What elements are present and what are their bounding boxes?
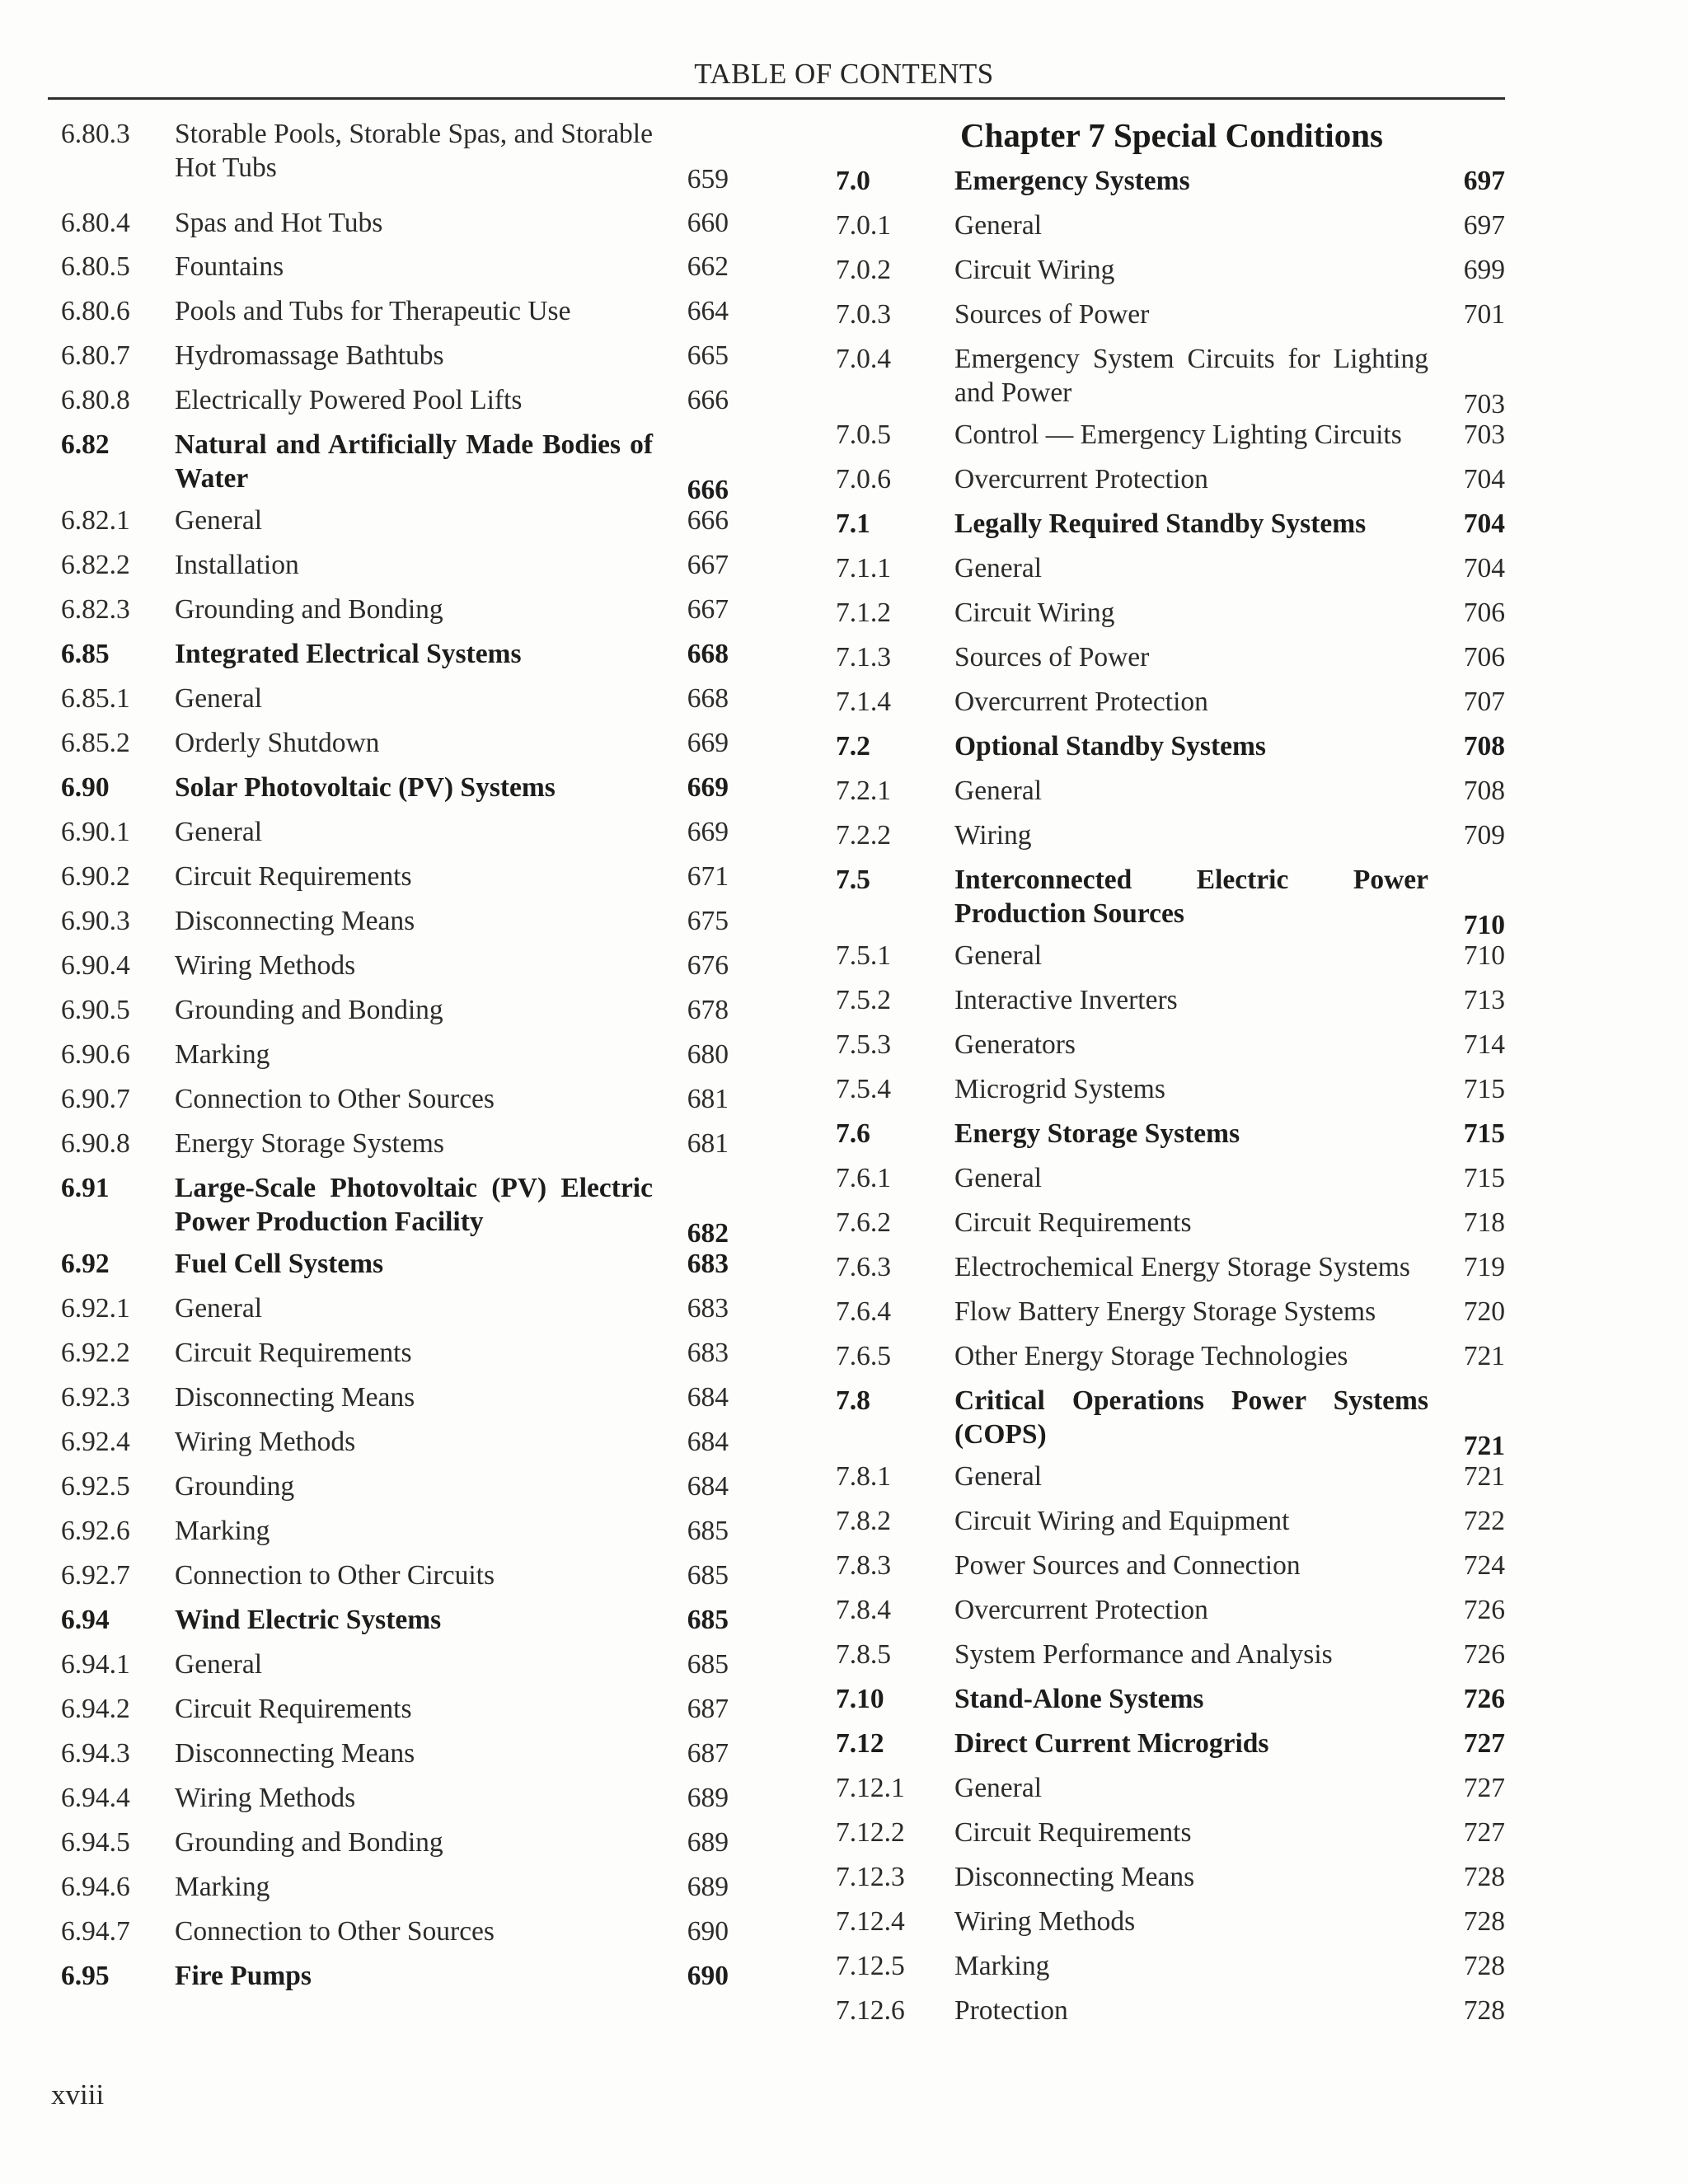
page-number: 708 (1463, 731, 1505, 762)
page-number: 704 (1463, 553, 1505, 583)
section-title: General (954, 940, 1043, 971)
section-number: 6.90.8 (61, 1128, 130, 1159)
page-number: 719 (1463, 1252, 1505, 1282)
page-number: 689 (687, 1827, 729, 1858)
section-title: Sources of Power (954, 642, 1150, 673)
page-number: 728 (1463, 1906, 1505, 1937)
section-title: General (175, 1649, 263, 1680)
section-number: 6.95 (61, 1961, 110, 1991)
page-number: 715 (1463, 1074, 1505, 1104)
page-number: 703 (1463, 419, 1505, 450)
section-title: Overcurrent Protection (954, 464, 1208, 494)
section-number: 6.92 (61, 1249, 110, 1279)
running-head: TABLE OF CONTENTS (694, 58, 994, 90)
section-title: Other Energy Storage Technologies (954, 1341, 1348, 1371)
section-number: 6.90.6 (61, 1039, 130, 1070)
section-title: General (954, 1461, 1043, 1492)
section-number: 7.6.5 (836, 1341, 891, 1371)
section-title: Circuit Requirements (954, 1207, 1192, 1238)
section-title: Protection (954, 1995, 1068, 2026)
section-title: Fire Pumps (175, 1961, 312, 1991)
page-number: 710 (1463, 940, 1505, 971)
page-number: 690 (687, 1961, 729, 1991)
page-number: 683 (687, 1338, 729, 1368)
page-number: 726 (1463, 1595, 1505, 1625)
section-number: 7.12.1 (836, 1773, 905, 1803)
section-title: Spas and Hot Tubs (175, 208, 383, 238)
section-title: General (954, 210, 1043, 241)
section-number: 6.80.8 (61, 385, 130, 415)
section-title: Large-Scale Photovoltaic (PV) Electric Power Production Facility (175, 1173, 653, 1237)
section-number: 7.8 (836, 1385, 870, 1416)
section-title: Fountains (175, 251, 284, 282)
section-title: General (954, 1163, 1043, 1193)
section-number: 7.6 (836, 1118, 870, 1149)
section-number: 7.1 (836, 509, 870, 539)
page-number: 668 (687, 639, 729, 669)
section-title: Marking (175, 1039, 270, 1070)
section-number: 6.82.1 (61, 505, 130, 536)
section-title: Grounding and Bonding (175, 1827, 443, 1858)
section-number: 7.8.1 (836, 1461, 891, 1492)
section-number: 7.0.5 (836, 419, 891, 450)
page-number: 697 (1463, 166, 1505, 196)
page-number: 701 (1463, 299, 1505, 330)
page-number: 667 (687, 550, 729, 580)
section-title: Orderly Shutdown (175, 728, 380, 758)
section-number: 6.82.2 (61, 550, 130, 580)
section-title: Integrated Electrical Systems (175, 639, 522, 669)
section-title: General (175, 683, 263, 714)
page-number: 671 (687, 861, 729, 892)
page-number: 662 (687, 251, 729, 282)
section-number: 7.1.2 (836, 598, 891, 628)
page-number: 675 (687, 906, 729, 936)
section-title: Circuit Requirements (175, 861, 412, 892)
page-number: 681 (687, 1084, 729, 1114)
page-number: 687 (687, 1738, 729, 1769)
page-number: 689 (687, 1872, 729, 1902)
section-number: 6.85 (61, 639, 110, 669)
page-number: 665 (687, 340, 729, 371)
section-title: Connection to Other Sources (175, 1916, 495, 1947)
page-number: 706 (1463, 598, 1505, 628)
section-number: 7.5.2 (836, 985, 891, 1015)
section-number: 7.8.3 (836, 1550, 891, 1581)
section-title: Microgrid Systems (954, 1074, 1165, 1104)
section-number: 6.92.3 (61, 1382, 130, 1413)
page-number: 726 (1463, 1639, 1505, 1670)
section-number: 6.80.6 (61, 296, 130, 326)
page-number: 669 (687, 772, 729, 803)
section-number: 6.82 (61, 429, 110, 460)
page-number: 666 (687, 385, 729, 415)
page-number: 728 (1463, 1995, 1505, 2026)
section-title: General (175, 1293, 263, 1324)
section-number: 6.80.4 (61, 208, 130, 238)
section-number: 6.94.6 (61, 1872, 130, 1902)
section-title: Grounding and Bonding (175, 995, 443, 1025)
page-number: 704 (1463, 509, 1505, 539)
section-title: Marking (954, 1951, 1050, 1981)
section-title: Fuel Cell Systems (175, 1249, 384, 1279)
section-title: Stand-Alone Systems (954, 1684, 1204, 1714)
page-number: 699 (1463, 255, 1505, 285)
page-number: 704 (1463, 464, 1505, 494)
page-number: 721 (1463, 1461, 1505, 1492)
page-number: 715 (1463, 1163, 1505, 1193)
section-number: 6.80.5 (61, 251, 130, 282)
section-title: Grounding (175, 1471, 295, 1502)
page-number: 680 (687, 1039, 729, 1070)
section-number: 7.12 (836, 1728, 884, 1759)
section-number: 6.91 (61, 1173, 110, 1203)
section-title: Wiring (954, 820, 1032, 851)
page-number: 703 (1463, 389, 1505, 419)
page-number: 681 (687, 1128, 729, 1159)
section-number: 7.1.4 (836, 687, 891, 717)
section-number: 7.2.1 (836, 776, 891, 806)
page-number: 718 (1463, 1207, 1505, 1238)
section-title: Wiring Methods (175, 1783, 356, 1813)
section-number: 7.6.3 (836, 1252, 891, 1282)
section-number: 6.92.7 (61, 1560, 130, 1591)
section-title: Emergency System Circuits for Lighting and Power (954, 344, 1428, 408)
section-title: Electrochemical Energy Storage Systems (954, 1252, 1410, 1282)
section-title: Circuit Wiring (954, 598, 1115, 628)
section-title: Wiring Methods (175, 950, 356, 981)
section-title: General (954, 776, 1043, 806)
section-title: Energy Storage Systems (175, 1128, 444, 1159)
section-number: 7.0.3 (836, 299, 891, 330)
page-number: 676 (687, 950, 729, 981)
section-title: Disconnecting Means (954, 1862, 1195, 1892)
section-number: 7.0.4 (836, 344, 891, 374)
page-number: 689 (687, 1783, 729, 1813)
section-title: Pools and Tubs for Therapeutic Use (175, 296, 571, 326)
page-number: 660 (687, 208, 729, 238)
section-number: 6.90.2 (61, 861, 130, 892)
page-number: 684 (687, 1427, 729, 1457)
page-number: 687 (687, 1694, 729, 1724)
section-number: 7.2.2 (836, 820, 891, 851)
section-number: 7.5.3 (836, 1029, 891, 1060)
section-title: Emergency Systems (954, 166, 1190, 196)
page-number: 728 (1463, 1862, 1505, 1892)
section-title: Direct Current Microgrids (954, 1728, 1269, 1759)
section-title: Power Sources and Connection (954, 1550, 1301, 1581)
section-number: 7.1.1 (836, 553, 891, 583)
section-title: Marking (175, 1516, 270, 1546)
page-number: 666 (687, 505, 729, 536)
page-number: 685 (687, 1649, 729, 1680)
page-number: 684 (687, 1471, 729, 1502)
section-title: Critical Operations Power Systems (COPS) (954, 1385, 1428, 1450)
section-title: Interactive Inverters (954, 985, 1178, 1015)
section-title: Wiring Methods (954, 1906, 1136, 1937)
section-number: 6.82.3 (61, 594, 130, 625)
page-number: 709 (1463, 820, 1505, 851)
section-title: Flow Battery Energy Storage Systems (954, 1296, 1376, 1327)
section-number: 7.5.1 (836, 940, 891, 971)
page-folio: xviii (51, 2079, 105, 2111)
page-number: 697 (1463, 210, 1505, 241)
section-title: General (175, 817, 263, 847)
page-number: 706 (1463, 642, 1505, 673)
section-number: 6.94.1 (61, 1649, 130, 1680)
section-number: 6.92.6 (61, 1516, 130, 1546)
section-number: 6.85.1 (61, 683, 130, 714)
section-number: 7.5 (836, 865, 870, 895)
section-number: 6.85.2 (61, 728, 130, 758)
section-number: 6.90.4 (61, 950, 130, 981)
page-number: 727 (1463, 1773, 1505, 1803)
section-title: Circuit Requirements (954, 1817, 1192, 1848)
section-number: 7.0.6 (836, 464, 891, 494)
section-number: 7.0 (836, 166, 870, 196)
section-number: 6.90.1 (61, 817, 130, 847)
section-number: 7.12.5 (836, 1951, 905, 1981)
section-number: 7.0.1 (836, 210, 891, 241)
section-number: 7.6.4 (836, 1296, 891, 1327)
section-number: 6.92.1 (61, 1293, 130, 1324)
page-number: 707 (1463, 687, 1505, 717)
page-number: 715 (1463, 1118, 1505, 1149)
section-title: Connection to Other Circuits (175, 1560, 495, 1591)
section-title: Circuit Wiring and Equipment (954, 1506, 1290, 1536)
page-number: 659 (687, 164, 729, 194)
page-number: 710 (1463, 910, 1505, 940)
page-number: 728 (1463, 1951, 1505, 1981)
page-number: 678 (687, 995, 729, 1025)
section-number: 7.0.2 (836, 255, 891, 285)
section-title: Grounding and Bonding (175, 594, 443, 625)
page-number: 666 (687, 475, 729, 505)
section-number: 7.2 (836, 731, 870, 762)
page-number: 669 (687, 728, 729, 758)
section-number: 6.90.7 (61, 1084, 130, 1114)
section-title: General (175, 505, 263, 536)
section-number: 6.92.4 (61, 1427, 130, 1457)
section-title: Circuit Requirements (175, 1338, 412, 1368)
section-title: Hydromassage Bathtubs (175, 340, 444, 371)
page-number: 685 (687, 1605, 729, 1635)
page-number: 667 (687, 594, 729, 625)
page-number: 683 (687, 1293, 729, 1324)
section-title: Disconnecting Means (175, 1738, 415, 1769)
page-number: 684 (687, 1382, 729, 1413)
chapter-heading: Chapter 7 Special Conditions (960, 116, 1383, 154)
section-title: Generators (954, 1029, 1076, 1060)
section-title: Optional Standby Systems (954, 731, 1266, 762)
section-title: Disconnecting Means (175, 1382, 415, 1413)
section-title: Wiring Methods (175, 1427, 356, 1457)
section-title: Legally Required Standby Systems (954, 509, 1367, 539)
section-title: Marking (175, 1872, 270, 1902)
page-number: 724 (1463, 1550, 1505, 1581)
page-number: 668 (687, 683, 729, 714)
page-number: 720 (1463, 1296, 1505, 1327)
section-title: Connection to Other Sources (175, 1084, 495, 1114)
page-number: 664 (687, 296, 729, 326)
section-number: 7.10 (836, 1684, 884, 1714)
section-title: Disconnecting Means (175, 906, 415, 936)
section-number: 6.94.5 (61, 1827, 130, 1858)
section-title: Interconnected Electric Power Production Sources (954, 865, 1428, 929)
section-number: 6.94 (61, 1605, 110, 1635)
section-title: Overcurrent Protection (954, 687, 1208, 717)
page-number: 685 (687, 1560, 729, 1591)
page-number: 683 (687, 1249, 729, 1279)
section-title: Wind Electric Systems (175, 1605, 442, 1635)
section-number: 7.8.2 (836, 1506, 891, 1536)
section-number: 6.94.4 (61, 1783, 130, 1813)
section-number: 6.92.5 (61, 1471, 130, 1502)
section-title: Storable Pools, Storable Spas, and Storable Hot Tubs (175, 119, 653, 183)
page-number: 685 (687, 1516, 729, 1546)
section-number: 6.90 (61, 772, 110, 803)
section-title: Solar Photovoltaic (PV) Systems (175, 772, 556, 803)
section-title: Control — Emergency Lighting Circuits (954, 419, 1402, 450)
section-number: 7.6.2 (836, 1207, 891, 1238)
section-number: 7.6.1 (836, 1163, 891, 1193)
page-number: 690 (687, 1916, 729, 1947)
section-number: 7.12.6 (836, 1995, 905, 2026)
section-title: Overcurrent Protection (954, 1595, 1208, 1625)
page-number: 713 (1463, 985, 1505, 1015)
section-title: Natural and Artificially Made Bodies of Water (175, 429, 653, 494)
section-number: 7.12.4 (836, 1906, 905, 1937)
page-number: 727 (1463, 1728, 1505, 1759)
section-title: General (954, 553, 1043, 583)
section-title: Electrically Powered Pool Lifts (175, 385, 523, 415)
section-title: General (954, 1773, 1043, 1803)
section-title: System Performance and Analysis (954, 1639, 1333, 1670)
page-number: 721 (1463, 1341, 1505, 1371)
section-title: Sources of Power (954, 299, 1150, 330)
section-title: Installation (175, 550, 299, 580)
page-number: 682 (687, 1218, 729, 1249)
section-number: 7.5.4 (836, 1074, 891, 1104)
section-number: 6.94.2 (61, 1694, 130, 1724)
page-number: 722 (1463, 1506, 1505, 1536)
page-number: 727 (1463, 1817, 1505, 1848)
section-title: Energy Storage Systems (954, 1118, 1240, 1149)
section-number: 6.80.7 (61, 340, 130, 371)
section-number: 7.8.5 (836, 1639, 891, 1670)
section-number: 6.92.2 (61, 1338, 130, 1368)
page-number: 669 (687, 817, 729, 847)
section-number: 6.94.7 (61, 1916, 130, 1947)
section-number: 6.90.3 (61, 906, 130, 936)
section-number: 7.8.4 (836, 1595, 891, 1625)
page-number: 726 (1463, 1684, 1505, 1714)
section-number: 7.12.2 (836, 1817, 905, 1848)
section-title: Circuit Requirements (175, 1694, 412, 1724)
section-title: Circuit Wiring (954, 255, 1115, 285)
page-number: 721 (1463, 1431, 1505, 1461)
page-number: 708 (1463, 776, 1505, 806)
section-number: 6.80.3 (61, 119, 130, 149)
section-number: 6.90.5 (61, 995, 130, 1025)
page-number: 714 (1463, 1029, 1505, 1060)
section-number: 7.1.3 (836, 642, 891, 673)
section-number: 6.94.3 (61, 1738, 130, 1769)
section-number: 7.12.3 (836, 1862, 905, 1892)
